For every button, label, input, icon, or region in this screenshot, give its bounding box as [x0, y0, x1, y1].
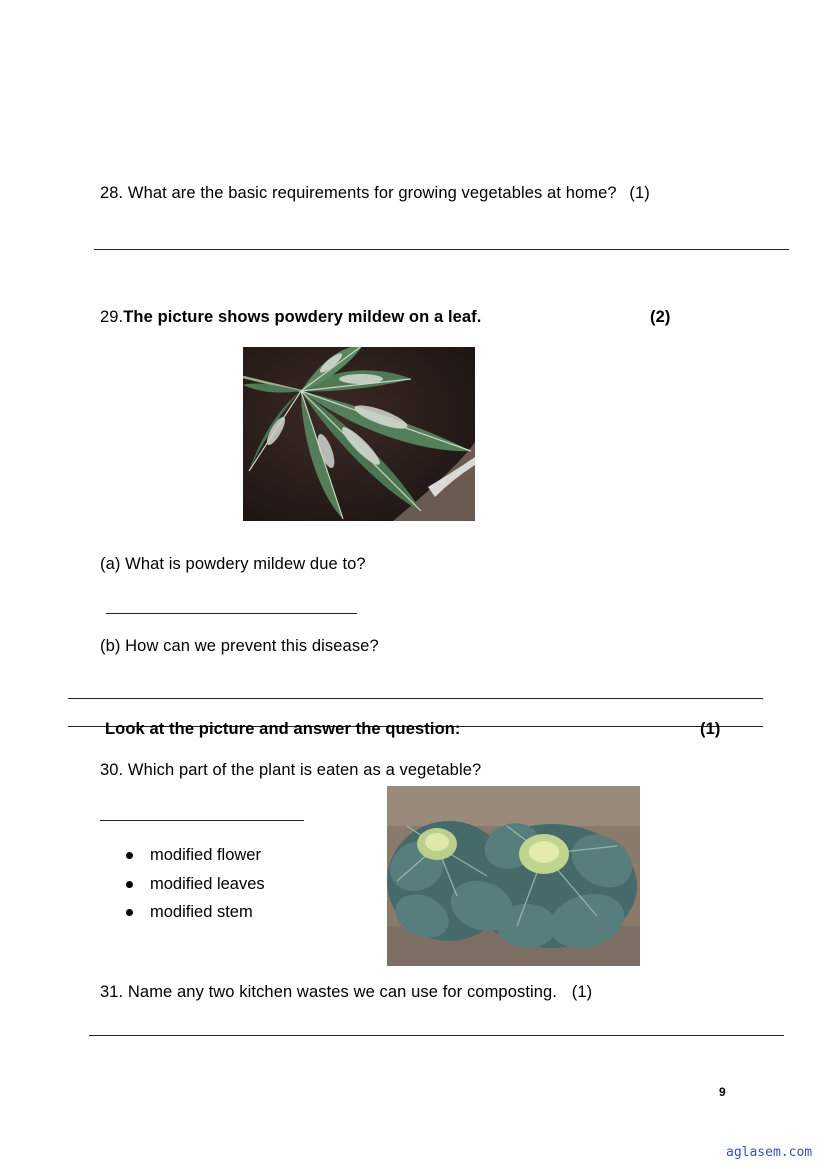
answer-line-28[interactable] [94, 249, 789, 250]
bullet-icon [126, 909, 133, 916]
question-31 [100, 983, 592, 1002]
question-29-marks: (2) [650, 308, 671, 326]
question-29-part-b: (b) How can we prevent this disease? [100, 637, 379, 655]
answer-line-31[interactable] [89, 1035, 784, 1036]
option-item[interactable] [124, 900, 265, 929]
option-item[interactable] [124, 872, 265, 901]
option-label: modified flower [150, 846, 261, 864]
question-29-number: 29. [100, 308, 124, 326]
bullet-icon [126, 881, 133, 888]
question-29-part-a: (a) What is powdery mildew due to? [100, 555, 366, 573]
option-label: modified leaves [150, 874, 265, 893]
answer-line-29a[interactable] [106, 613, 357, 614]
option-item[interactable] [124, 843, 265, 872]
option-label: modified stem [150, 903, 253, 921]
question-28-text: 28. What are the basic requirements for growing vegetables at home? [100, 184, 617, 202]
section-marks: (1) [700, 720, 721, 738]
answer-line-30[interactable] [100, 820, 304, 821]
question-29 [100, 308, 481, 327]
footer-watermark: aglasem.com [726, 1145, 813, 1160]
question-29-text: The picture shows powdery mildew on a leaf. [123, 308, 482, 326]
question-30-options [124, 843, 265, 929]
answer-line-29b[interactable] [68, 698, 763, 699]
bullet-icon [126, 852, 133, 859]
section-instruction: Look at the picture and answer the question: [105, 720, 461, 738]
question-31-marks: (1) [571, 983, 593, 1001]
question-30: 30. Which part of the plant is eaten as a vegetable? [100, 761, 482, 779]
question-28-marks: (1) [629, 184, 650, 202]
cabbage-plants-image [387, 786, 640, 966]
powdery-mildew-leaf-image [243, 347, 475, 521]
question-28 [100, 184, 650, 203]
question-31-text: 31. Name any two kitchen wastes we can use for composting. [100, 983, 558, 1001]
page-number: 9 [719, 1085, 726, 1099]
